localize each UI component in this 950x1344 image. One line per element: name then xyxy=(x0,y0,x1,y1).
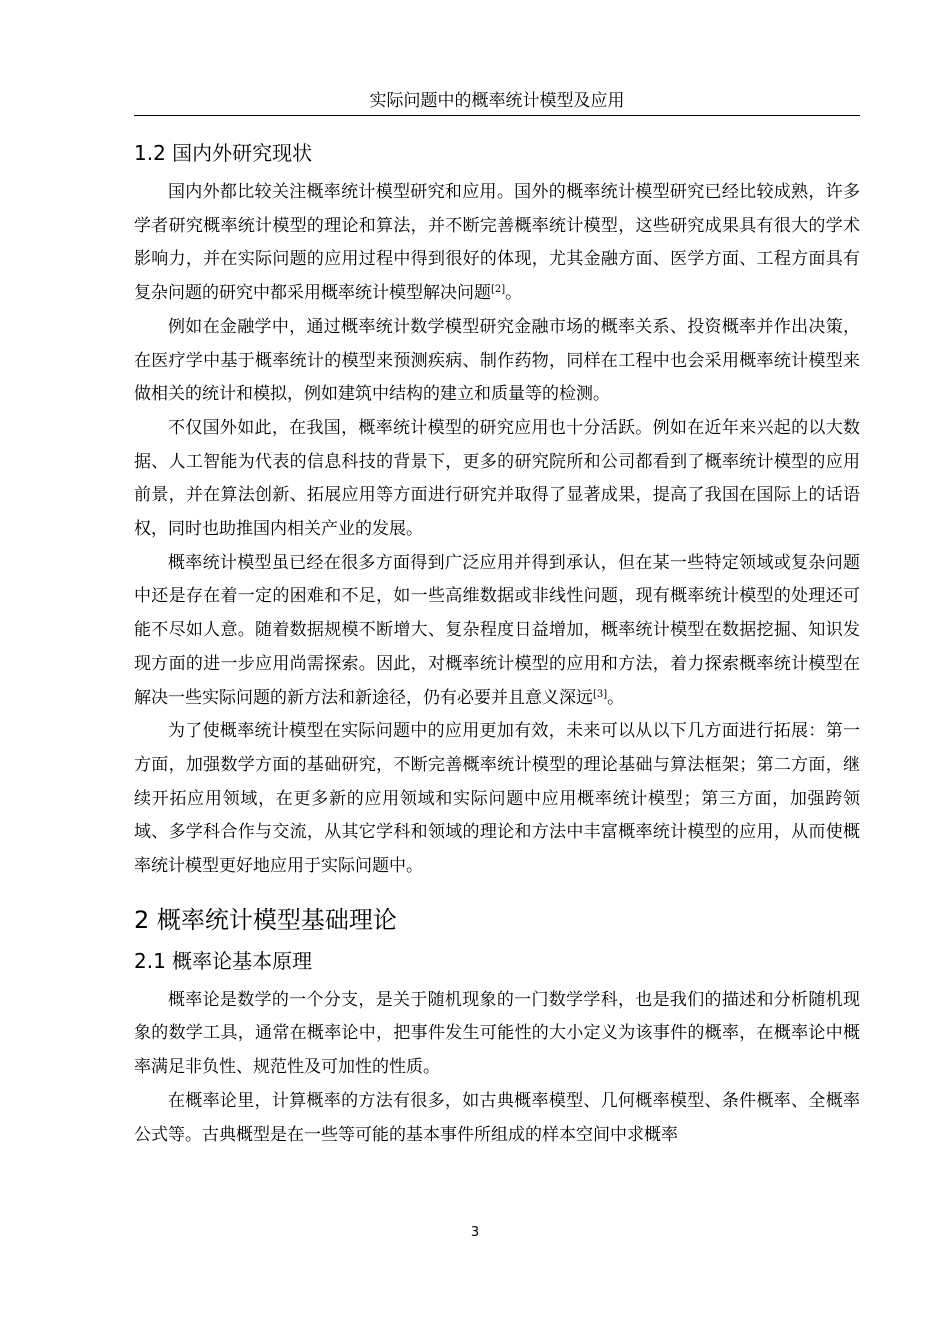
citation-ref: [3] xyxy=(593,688,608,700)
page-content xyxy=(134,132,860,1152)
paragraph: 概率论是数学的一个分支，是关于随机现象的一门数学学科，也是我们的描述和分析随机现象的数学工具，通常在概率论中，把事件发生可能性的大小定义为该事件的概率，在概率论中概率满足非负性、规范性及可加性的性质。 xyxy=(134,989,860,1078)
page-number: 3 xyxy=(470,1225,480,1240)
citation-ref: [2] xyxy=(491,284,506,296)
paragraph-end: 。 xyxy=(505,283,523,304)
running-header: 实际问题中的概率统计模型及应用 xyxy=(134,88,860,116)
paragraph: 为了使概率统计模型在实际问题中的应用更加有效，未来可以从以下几方面进行拓展：第一方面，加强数学方面的基础研究，不断完善概率统计模型的理论基础与算法框架；第二方面，继续开拓应用领域，在更多新的应用领域和实际问题中应用概率统计模型；第三方面，加强跨领域、多学科合作与交流，从其它学科和领域的理论和方法中丰富概率统计模型的应用，从而使概率统计模型更好地应用于实际问题中。 xyxy=(134,721,860,877)
paragraph: 在概率论里，计算概率的方法有很多，如古典概率模型、几何概率模型、条件概率、全概率公式等。古典概型是在一些等可能的基本事件所组成的样本空间中求概率 xyxy=(134,1090,860,1145)
section-heading-1-2: 1.2 国内外研究现状 xyxy=(134,141,313,165)
paragraph-text: 国内外都比较关注概率统计模型研究和应用。国外的概率统计模型研究已经比较成熟，许多学者研究概率统计模型的理论和算法，并不断完善概率统计模型，这些研究成果具有很大的学术影响力，并在实际问题的应用过程中得到很好的体现，尤其金融方面、医学方面、工程方面具有复杂问题的研究中都采用概率统计模型解决问题 xyxy=(134,182,860,304)
paragraph xyxy=(134,176,860,311)
section-heading-2-1: 2.1 概率论基本原理 xyxy=(134,948,313,973)
paragraph-end: 。 xyxy=(607,687,625,708)
paragraph-text: 概率统计模型虽已经在很多方面得到广泛应用并得到承认，但在某一些特定领域或复杂问题中还是存在着一定的困难和不足，如一些高维数据或非线性问题，现有概率统计模型的处理还可能不尽如人意。随着数据规模不断增大、复杂程度日益增加，概率统计模型在数据挖掘、知识发现方面的进一步应用尚需探索。因此，对概率统计模型的应用和方法，着力探索概率统计模型在解决一些实际问题的新方法和新途径，仍有必要并且意义深远 xyxy=(134,552,860,708)
paragraph: 不仅国外如此，在我国，概率统计模型的研究应用也十分活跃。例如在近年来兴起的以大数据、人工智能为代表的信息科技的背景下，更多的研究院所和公司都看到了概率统计模型的应用前景，并在算法创新、拓展应用等方面进行研究并取得了显著成果，提高了我国在国际上的话语权，同时也助推国内相关产业的发展。 xyxy=(134,417,860,540)
chapter-heading-2: 2 概率统计模型基础理论 xyxy=(134,905,397,934)
paragraph: 例如在金融学中，通过概率统计数学模型研究金融市场的概率关系、投资概率并作出决策，在医疗学中基于概率统计的模型来预测疾病、制作药物，同样在工程中也会采用概率统计模型来做相关的统计和模拟，例如建筑中结构的建立和质量等的检测。 xyxy=(134,316,860,405)
paragraph xyxy=(134,547,860,716)
